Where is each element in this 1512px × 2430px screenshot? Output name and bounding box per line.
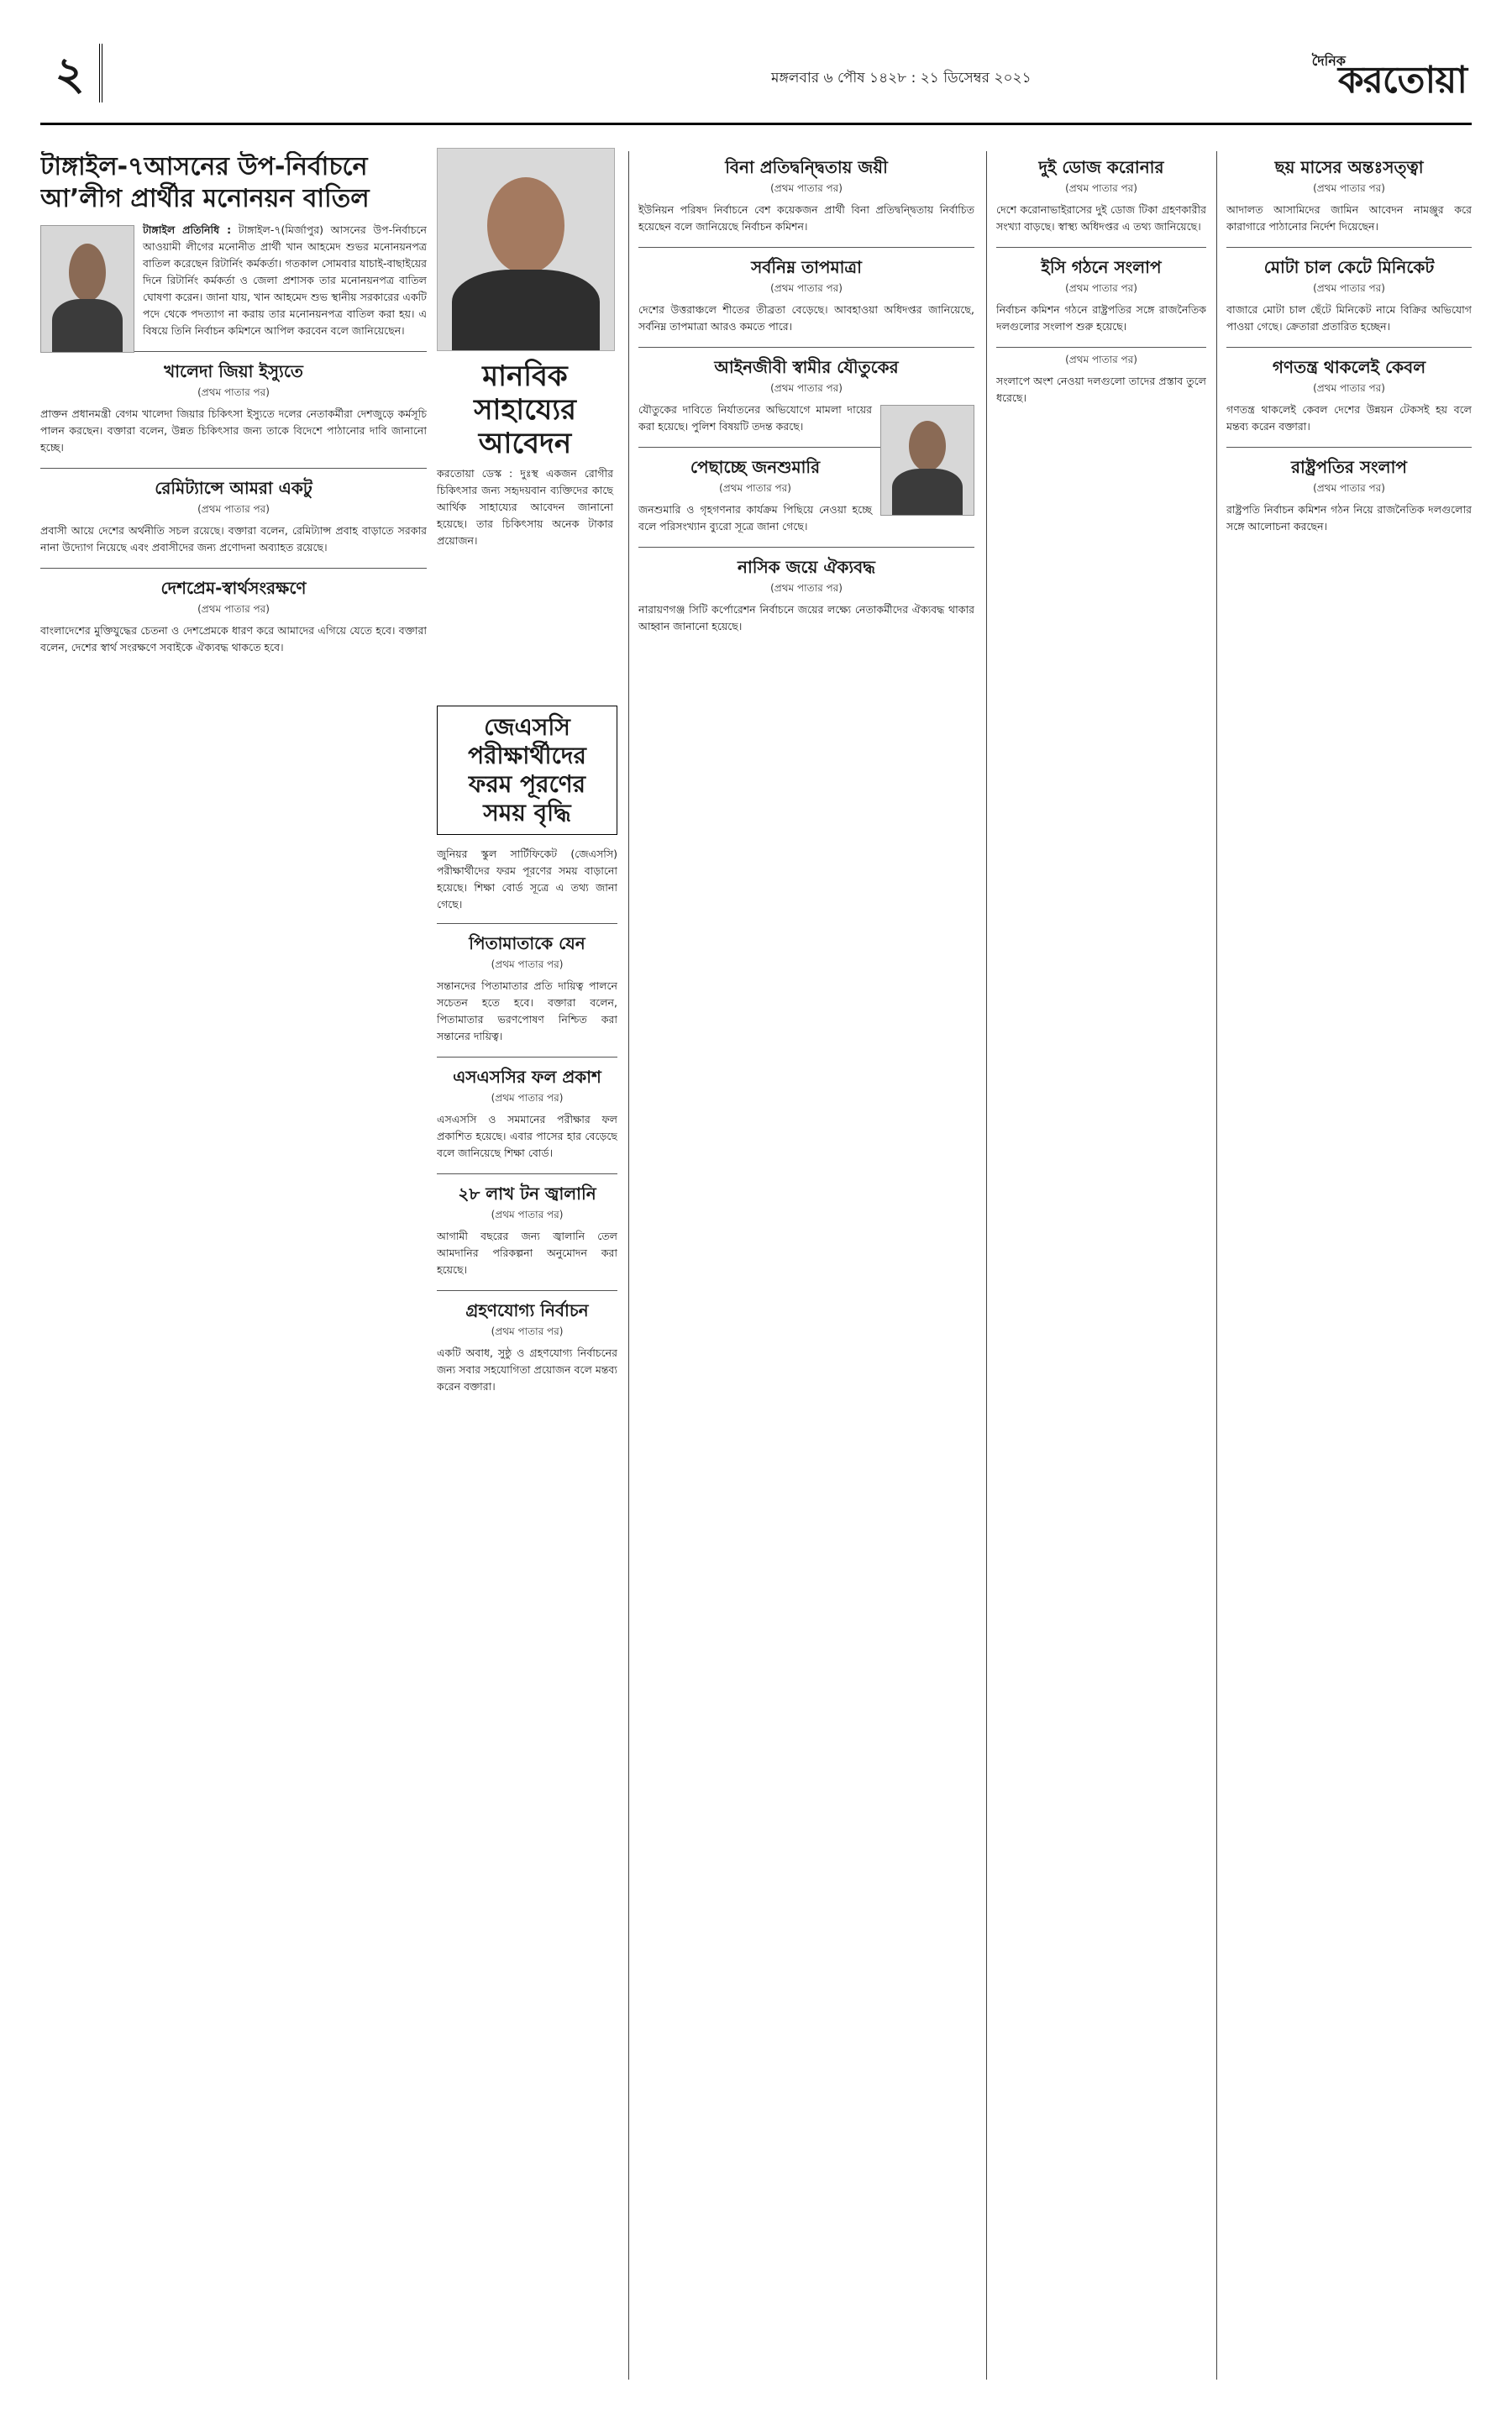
story-rice	[1226, 247, 1472, 335]
appeal-headline: মানবিক সাহায্যের আবেদন	[474, 360, 576, 460]
story-parents-continued: (প্রথম পাতার পর)	[491, 958, 564, 970]
exam-headline: জেএসসি পরীক্ষার্থীদের ফরম পূরণের সময় বৃদ্ধি	[468, 713, 586, 827]
story-vaccine-continued: (প্রথম পাতার পর)	[1065, 182, 1137, 194]
story-ssc	[437, 1057, 617, 1162]
story-temperature	[638, 247, 974, 335]
story-unopposed-headline: বিনা প্রতিদ্বন্দ্বিতায় জয়ী	[725, 157, 888, 177]
story-fuel-headline: ২৮ লাখ টন জ্বালানি	[458, 1184, 596, 1204]
story-pregnant-continued: (প্রথম পাতার পর)	[1313, 182, 1385, 194]
story-election-body: একটি অবাধ, সুষ্ঠু ও গ্রহণযোগ্য নির্বাচনের জন্য সবার সহযোগিতা প্রয়োজন বলে মন্তব্য করেন বক্তারা।	[437, 1346, 617, 1393]
story-vaccine-body: দেশে করোনাভাইরাসের দুই ডোজ টিকা গ্রহণকারীর সংখ্যা বাড়ছে। স্বাস্থ্য অধিদপ্তর এ তথ্য জানিয়েছে।	[996, 203, 1206, 233]
story-nasik	[638, 547, 974, 635]
story-temperature-continued: (প্রথম পাতার পর)	[770, 282, 843, 294]
story-election-headline: গ্রহণযোগ্য নির্বাচন	[465, 1300, 589, 1320]
story-democracy-continued: (প্রথম পাতার পর)	[1313, 382, 1385, 394]
story-dowry-body: যৌতুকের দাবিতে নির্যাতনের অভিযোগে মামলা দায়ের করা হয়েছে। পুলিশ বিষয়টি তদন্ত করছে।	[638, 403, 872, 433]
column-separator	[628, 151, 629, 2380]
story-rice-continued: (প্রথম পাতার পর)	[1313, 282, 1385, 294]
story-parents	[437, 923, 617, 1045]
story-temperature-body: দেশের উত্তরাঞ্চলে শীতের তীব্রতা বেড়েছে। আবহাওয়া অধিদপ্তর জানিয়েছে, সর্বনিম্ন তাপমাত্রা আরও কমতে পারে।	[638, 303, 974, 333]
story-fuel	[437, 1173, 617, 1278]
story-ssc-continued: (প্রথম পাতার পর)	[491, 1092, 564, 1104]
story-census-body: জনশুমারি ও গৃহগণনার কার্যক্রম পিছিয়ে নেওয়া হচ্ছে বলে পরিসংখ্যান ব্যুরো সূত্রে জানা গেছে।	[638, 503, 872, 533]
story-remittance-continued: (প্রথম পাতার পর)	[197, 503, 270, 515]
appeal-box	[437, 148, 613, 685]
story-election	[437, 1290, 617, 1395]
date-line: মঙ্গলবার ৬ পৌষ ১৪২৮ : ২১ ডিসেম্বর ২০২১	[771, 70, 1032, 87]
exam-headline-box	[437, 706, 617, 835]
column-separator	[1216, 151, 1217, 2380]
brand-logo	[1304, 44, 1472, 111]
story-untitled-continued: (প্রথম পাতার পর)	[1065, 354, 1137, 365]
story-nasik-body: নারায়ণগঞ্জ সিটি কর্পোরেশন নির্বাচনে জয়ের লক্ষ্যে নেতাকর্মীদের ঐক্যবদ্ধ থাকার আহ্বান জানানো হয়েছে।	[638, 603, 974, 632]
story-ec-dialogue-headline: ইসি গঠনে সংলাপ	[1041, 257, 1162, 277]
story-patriotism-continued: (প্রথম পাতার পর)	[197, 603, 270, 615]
story-khaleda-headline: খালেদা জিয়া ইস্যুতে	[164, 361, 303, 381]
story-untitled-body: সংলাপে অংশ নেওয়া দলগুলো তাদের প্রস্তাব তুলে ধরেছে।	[996, 375, 1206, 404]
story-ec-dialogue-body: নির্বাচন কমিশন গঠনে রাষ্ট্রপতির সঙ্গে রাজনৈতিক দলগুলোর সংলাপ শুরু হয়েছে।	[996, 303, 1206, 333]
story-democracy	[1226, 347, 1472, 435]
story-dowry-continued: (প্রথম পাতার পর)	[770, 382, 843, 394]
page-number: ২	[40, 44, 102, 102]
story-remittance-headline: রেমিট্যান্সে আমরা একটু	[155, 478, 312, 498]
story-democracy-body: গণতন্ত্র থাকলেই কেবল দেশের উন্নয়ন টেকসই হয় বলে মন্তব্য করেন বক্তারা।	[1226, 403, 1472, 433]
story-dowry-photo	[880, 405, 974, 516]
story-dowry-headline: আইনজীবী স্বামীর যৌতুকের	[714, 357, 899, 377]
story-fuel-continued: (প্রথম পাতার পর)	[491, 1209, 564, 1220]
brand-big: করতোয়া	[1337, 59, 1467, 102]
lead-story	[40, 151, 427, 339]
story-temperature-headline: সর্বনিম্ন তাপমাত্রা	[751, 257, 862, 277]
story-fuel-body: আগামী বছরের জন্য জ্বালানি তেল আমদানির পরিকল্পনা অনুমোদন করা হয়েছে।	[437, 1230, 617, 1276]
story-ssc-headline: এসএসসির ফল প্রকাশ	[453, 1067, 601, 1087]
story-khaleda-continued: (প্রথম পাতার পর)	[197, 386, 270, 398]
brand-small: দৈনিক	[1311, 53, 1346, 69]
header-rule	[40, 123, 1472, 125]
story-rice-headline: মোটা চাল কেটে মিনিকেট	[1263, 257, 1435, 277]
story-patriotism-body: বাংলাদেশের মুক্তিযুদ্ধের চেতনা ও দেশপ্রেমকে ধারণ করে আমাদের এগিয়ে যেতে হবে। বক্তারা বলেন, দেশের স্বার্থ সংরক্ষণে সবাইকে ঐক্যবদ্ধ থাকতে হবে।	[40, 624, 427, 653]
story-remittance-body: প্রবাসী আয়ে দেশের অর্থনীতি সচল রয়েছে। বক্তারা বলেন, রেমিট্যান্স প্রবাহ বাড়াতে সরকার নানা উদ্যোগ নিয়েছে এবং প্রবাসীদের জন্য প্রণোদনা অব্যাহত রয়েছে।	[40, 524, 427, 554]
story-president-body: রাষ্ট্রপতি নির্বাচন কমিশন গঠন নিয়ে রাজনৈতিক দলগুলোর সঙ্গে আলোচনা করছেন।	[1226, 503, 1472, 533]
story-pregnant	[1226, 156, 1472, 235]
lead-headline: টাঙ্গাইল-৭আসনের উপ-নির্বাচনে আ’লীগ প্রার্থীর মনোনয়ন বাতিল	[40, 152, 370, 213]
column-4	[996, 151, 1206, 2380]
story-vaccine-headline: দুই ডোজ করোনার	[1038, 157, 1164, 177]
story-election-continued: (প্রথম পাতার পর)	[491, 1325, 564, 1337]
story-democracy-headline: গণতন্ত্র থাকলেই কেবল	[1272, 357, 1426, 377]
story-president-headline: রাষ্ট্রপতির সংলাপ	[1291, 457, 1407, 477]
story-ec-dialogue-continued: (প্রথম পাতার পর)	[1065, 282, 1137, 294]
story-president-continued: (প্রথম পাতার পর)	[1313, 482, 1385, 494]
story-ec-dialogue	[996, 247, 1206, 335]
story-rice-body: বাজারে মোটা চাল ছেঁটে মিনিকেট নামে বিক্রির অভিযোগ পাওয়া গেছে। ক্রেতারা প্রতারিত হচ্ছেন।	[1226, 303, 1472, 333]
story-ssc-body: এসএসসি ও সমমানের পরীক্ষার ফল প্রকাশিত হয়েছে। এবার পাসের হার বেড়েছে বলে জানিয়েছে শিক্ষা বোর্ড।	[437, 1113, 617, 1159]
story-khaleda	[40, 351, 427, 456]
story-unopposed-body: ইউনিয়ন পরিষদ নির্বাচনে বেশ কয়েকজন প্রার্থী বিনা প্রতিদ্বন্দ্বিতায় নির্বাচিত হয়েছেন বলে জানিয়েছে নির্বাচন কমিশন।	[638, 203, 974, 233]
column-5	[1226, 151, 1472, 2380]
story-president	[1226, 447, 1472, 535]
story-patriotism-headline: দেশপ্রেম-স্বার্থসংরক্ষণে	[160, 578, 307, 598]
story-unopposed	[638, 156, 974, 235]
column-2	[437, 697, 617, 2380]
story-parents-body: সন্তানদের পিতামাতার প্রতি দায়িত্ব পালনে সচেতন হতে হবে। বক্তারা বলেন, পিতামাতার ভরণপোষণ নিশ্চিত করা সন্তানের দায়িত্ব।	[437, 979, 617, 1042]
story-khaleda-body: প্রাক্তন প্রধানমন্ত্রী বেগম খালেদা জিয়ার চিকিৎসা ইস্যুতে দলের নেতাকর্মীরা দেশজুড়ে কর্মসূচি পালন করছেন। বক্তারা বলেন, উন্নত চিকিৎসার জন্য তাকে বিদেশে পাঠানোর দাবি জানানো হচ্ছে।	[40, 407, 427, 454]
lead-photo	[40, 225, 134, 353]
story-nasik-continued: (প্রথম পাতার পর)	[770, 582, 843, 594]
story-patriotism	[40, 568, 427, 656]
appeal-body: করতোয়া ডেস্ক : দুঃস্থ একজন রোগীর চিকিৎসার জন্য সহৃদয়বান ব্যক্তিদের কাছে আর্থিক সাহায্যের আবেদন জানানো হয়েছে। তার চিকিৎসায় অনেক টাকার প্রয়োজন।	[437, 467, 613, 547]
story-census-headline: পেছাচ্ছে জনশুমারি	[690, 457, 821, 477]
story-nasik-headline: নাসিক জয়ে ঐক্যবদ্ধ	[738, 557, 875, 577]
story-parents-headline: পিতামাতাকে যেন	[469, 933, 585, 953]
story-dowry	[638, 347, 974, 435]
lead-body: টাঙ্গাইল-৭(মির্জাপুর) আসনের উপ-নির্বাচনে আওয়ামী লীগের মনোনীত প্রার্থী খান আহমেদ শুভর মনোনয়নপত্র বাতিল করেছেন রিটার্নিং কর্মকর্তা। গতকাল সোমবার যাচাই-বাছাইয়ের দিনে রিটার্নিং কর্মকর্তা ও জেলা প্রশাসক তার মনোনয়নপত্র বাতিল ঘোষণা করেন। জানা যায়, খান আহমেদ শুভ স্থানীয় সরকারের একটি পদে থেকে পদত্যাগ না করায় তার মনোনয়নপত্র বাতিল করা হয়। এ বিষয়ে তিনি নির্বাচন কমিশনে আপিল করবেন বলে জানিয়েছেন।	[143, 223, 427, 337]
column-1	[40, 151, 427, 2380]
appeal-photo	[437, 148, 615, 351]
exam-body: জুনিয়র স্কুল সার্টিফিকেট (জেএসসি) পরীক্ষার্থীদের ফরম পূরণের সময় বাড়ানো হয়েছে। শিক্ষা বোর্ড সূত্রে এ তথ্য জানা গেছে।	[437, 847, 617, 911]
story-unopposed-continued: (প্রথম পাতার পর)	[770, 182, 843, 194]
column-separator	[986, 151, 987, 2380]
story-remittance	[40, 468, 427, 556]
column-3	[638, 151, 974, 2380]
lead-byline: টাঙ্গাইল প্রতিনিধি :	[143, 223, 232, 236]
story-pregnant-body: আদালত আসামিদের জামিন আবেদন নামঞ্জুর করে কারাগারে পাঠানোর নির্দেশ দিয়েছেন।	[1226, 203, 1472, 233]
story-untitled	[996, 347, 1206, 407]
story-pregnant-headline: ছয় মাসের অন্তঃসত্ত্বা	[1274, 157, 1424, 177]
story-vaccine	[996, 156, 1206, 235]
masthead	[40, 44, 1472, 121]
story-census-continued: (প্রথম পাতার পর)	[719, 482, 791, 494]
